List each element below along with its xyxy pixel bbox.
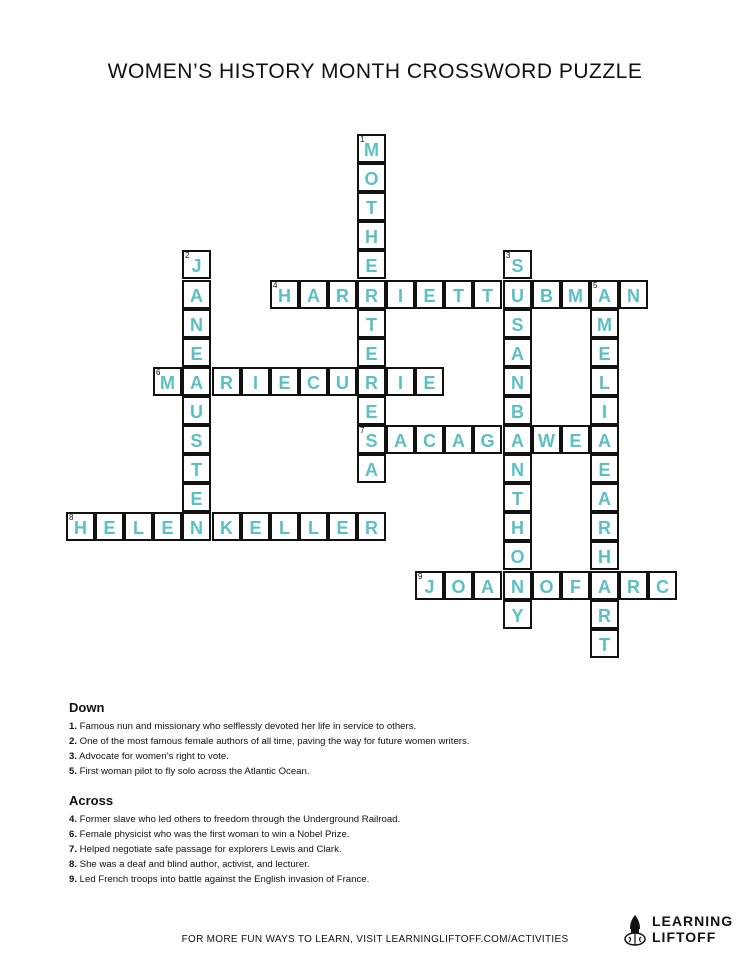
grid-cell[interactable] [357, 250, 386, 279]
cell-letter: O [451, 577, 466, 597]
cell-letter: R [365, 373, 378, 393]
cell-letter: U [336, 373, 349, 393]
clue-item-text: Famous nun and missionary who selflessly devoted her life in service to others. [77, 721, 417, 732]
cell-letter: R [365, 286, 378, 306]
grid-cell[interactable] [561, 425, 590, 454]
cell-letter: S [511, 256, 524, 276]
grid-cell[interactable] [357, 221, 386, 250]
logo-line-1: LEARNING [652, 913, 734, 929]
grid-cell[interactable] [357, 512, 386, 541]
down-clue-list [69, 719, 689, 779]
grid-cell[interactable] [444, 571, 473, 600]
cell-letter: L [308, 518, 319, 538]
grid-cell[interactable] [473, 425, 502, 454]
grid-cell[interactable] [328, 367, 357, 396]
clue-item-number: 9. [69, 874, 78, 885]
grid-cell[interactable] [503, 396, 532, 425]
grid-cell[interactable] [503, 250, 532, 279]
grid-cell[interactable] [415, 425, 444, 454]
cell-letter: B [511, 402, 524, 422]
cell-letter: M [568, 286, 583, 306]
cell-letter: O [364, 169, 379, 189]
cell-letter: E [569, 431, 582, 451]
grid-cell[interactable] [270, 512, 299, 541]
cell-letter: T [512, 489, 523, 509]
cell-letter: H [74, 518, 87, 538]
cell-letter: T [599, 635, 610, 655]
cell-letter: R [598, 606, 611, 626]
cell-letter: N [627, 286, 640, 306]
cell-letter: M [597, 315, 612, 335]
cell-letter: O [539, 577, 554, 597]
grid-cell[interactable] [357, 367, 386, 396]
clue-item [69, 872, 689, 887]
grid-cell[interactable] [212, 512, 241, 541]
cell-letter: E [336, 518, 349, 538]
grid-cell[interactable] [532, 280, 561, 309]
grid-cell[interactable] [357, 192, 386, 221]
clue-item-text: She was a deaf and blind author, activist, and lecturer. [77, 859, 310, 870]
cell-letter: A [481, 577, 494, 597]
cell-letter: S [365, 431, 378, 451]
rocket-brain-icon [622, 914, 648, 946]
grid-cell[interactable] [444, 280, 473, 309]
grid-cell[interactable] [386, 367, 415, 396]
clue-item [69, 827, 689, 842]
clue-item-number: 1. [69, 721, 78, 732]
clue-number: 1 [360, 135, 365, 144]
grid-cell[interactable] [590, 338, 619, 367]
cell-letter: N [511, 373, 524, 393]
grid-cell[interactable] [182, 512, 211, 541]
cell-letter: L [133, 518, 144, 538]
cell-letter: A [598, 431, 611, 451]
cell-letter: E [365, 402, 378, 422]
cell-letter: N [511, 577, 524, 597]
cell-letter: G [480, 431, 495, 451]
cell-letter: C [307, 373, 320, 393]
cell-letter: I [601, 402, 607, 422]
clue-number: 8 [69, 513, 74, 522]
clue-number: 5 [593, 281, 598, 290]
clue-item-text: One of the most famous female authors of all time, paving the way for future women writers. [77, 736, 470, 747]
cell-letter: H [365, 227, 378, 247]
grid-cell[interactable] [590, 367, 619, 396]
grid-cell[interactable] [503, 512, 532, 541]
grid-cell[interactable] [66, 512, 95, 541]
cell-letter: A [365, 460, 378, 480]
cell-letter: I [397, 373, 403, 393]
grid-cell[interactable] [532, 425, 561, 454]
cell-letter: I [252, 373, 258, 393]
grid-cell[interactable] [415, 571, 444, 600]
cell-letter: H [511, 518, 524, 538]
clue-number: 2 [185, 251, 190, 260]
cell-letter: M [160, 373, 175, 393]
cell-letter: C [656, 577, 669, 597]
clue-number: 3 [506, 251, 511, 260]
grid-cell[interactable] [299, 512, 328, 541]
grid-cell[interactable] [503, 309, 532, 338]
grid-cell[interactable] [503, 541, 532, 570]
grid-cell[interactable] [386, 280, 415, 309]
cell-letter: E [161, 518, 174, 538]
grid-cell[interactable] [241, 512, 270, 541]
cell-letter: E [423, 286, 436, 306]
cell-letter: W [538, 431, 555, 451]
cell-letter: R [220, 373, 233, 393]
cell-letter: E [365, 256, 378, 276]
clue-item-number: 5. [69, 766, 78, 777]
cell-letter: N [511, 460, 524, 480]
clue-number: 6 [156, 368, 161, 377]
cell-letter: E [598, 460, 611, 480]
clue-number: 9 [418, 572, 423, 581]
grid-cell[interactable] [503, 425, 532, 454]
clue-item [69, 734, 689, 749]
cell-letter: E [598, 344, 611, 364]
clue-number: 4 [273, 281, 278, 290]
cell-letter: T [366, 315, 377, 335]
clue-item [69, 842, 689, 857]
grid-cell[interactable] [590, 541, 619, 570]
cell-letter: A [598, 577, 611, 597]
across-heading: Across [69, 793, 114, 808]
grid-cell[interactable] [503, 454, 532, 483]
clue-item-number: 7. [69, 844, 78, 855]
down-heading: Down [69, 700, 105, 715]
cell-letter: A [307, 286, 320, 306]
grid-cell[interactable] [182, 454, 211, 483]
cell-letter: N [190, 518, 203, 538]
clue-item [69, 719, 689, 734]
grid-cell[interactable] [328, 280, 357, 309]
cell-letter: E [190, 489, 203, 509]
grid-cell[interactable] [415, 367, 444, 396]
cell-letter: F [570, 577, 581, 597]
grid-cell[interactable] [182, 367, 211, 396]
clue-item-number: 8. [69, 859, 78, 870]
grid-cell[interactable] [357, 134, 386, 163]
cell-letter: T [482, 286, 493, 306]
grid-cell[interactable] [473, 280, 502, 309]
cell-letter: S [190, 431, 203, 451]
cell-letter: R [365, 518, 378, 538]
clue-item [69, 764, 689, 779]
grid-cell[interactable] [415, 280, 444, 309]
grid-cell[interactable] [241, 367, 270, 396]
grid-cell[interactable] [328, 512, 357, 541]
cell-letter: E [423, 373, 436, 393]
cell-letter: H [278, 286, 291, 306]
clue-item-text: Led French troops into battle against the English invasion of France. [77, 874, 370, 885]
grid-cell[interactable] [357, 454, 386, 483]
cell-letter: L [599, 373, 610, 393]
cell-letter: A [452, 431, 465, 451]
cell-letter: E [190, 344, 203, 364]
grid-cell[interactable] [590, 483, 619, 512]
clue-item-text: Female physicist who was the first woman to win a Nobel Prize. [77, 829, 350, 840]
cell-letter: J [191, 256, 202, 276]
grid-cell[interactable] [503, 571, 532, 600]
grid-cell[interactable] [182, 280, 211, 309]
cell-letter: A [190, 373, 203, 393]
grid-cell[interactable] [444, 425, 473, 454]
grid-cell[interactable] [590, 512, 619, 541]
cell-letter: N [190, 315, 203, 335]
cell-letter: E [103, 518, 116, 538]
cell-letter: J [424, 577, 435, 597]
grid-cell[interactable] [503, 600, 532, 629]
cell-letter: I [397, 286, 403, 306]
cell-letter: A [598, 286, 611, 306]
cell-letter: E [365, 344, 378, 364]
clue-item-number: 4. [69, 814, 78, 825]
grid-cell[interactable] [590, 629, 619, 658]
grid-cell[interactable] [212, 367, 241, 396]
grid-cell[interactable] [590, 454, 619, 483]
grid-cell[interactable] [590, 600, 619, 629]
grid-cell[interactable] [357, 309, 386, 338]
clue-item [69, 749, 689, 764]
grid-cell[interactable] [357, 396, 386, 425]
clue-item-number: 3. [69, 751, 78, 762]
grid-cell[interactable] [357, 163, 386, 192]
cell-letter: T [191, 460, 202, 480]
grid-cell[interactable] [590, 309, 619, 338]
cell-letter: B [540, 286, 553, 306]
cell-letter: K [220, 518, 233, 538]
cell-letter: R [336, 286, 349, 306]
grid-cell[interactable] [590, 425, 619, 454]
cell-letter: A [394, 431, 407, 451]
clue-item-number: 6. [69, 829, 78, 840]
cell-letter: Y [511, 606, 524, 626]
logo-wordmark [652, 913, 733, 945]
learning-liftoff-logo [622, 912, 734, 948]
across-clues [69, 793, 689, 887]
cell-letter: E [278, 373, 291, 393]
grid-cell[interactable] [95, 512, 124, 541]
grid-cell[interactable] [590, 571, 619, 600]
clue-item-text: Former slave who led others to freedom through the Underground Railroad. [77, 814, 401, 825]
cell-letter: C [423, 431, 436, 451]
clue-item-text: Advocate for women’s right to vote. [77, 751, 229, 762]
grid-cell[interactable] [182, 396, 211, 425]
clue-item [69, 812, 689, 827]
grid-cell[interactable] [503, 280, 532, 309]
grid-cell[interactable] [299, 367, 328, 396]
cell-letter: R [598, 518, 611, 538]
clues-section [69, 700, 689, 887]
across-clue-list [69, 812, 689, 887]
grid-cell[interactable] [503, 367, 532, 396]
clue-item-number: 2. [69, 736, 78, 747]
grid-cell[interactable] [182, 309, 211, 338]
cell-letter: O [510, 547, 525, 567]
grid-cell[interactable] [503, 483, 532, 512]
grid-cell[interactable] [299, 280, 328, 309]
grid-cell[interactable] [270, 280, 299, 309]
cell-letter: L [279, 518, 290, 538]
grid-cell[interactable] [619, 280, 648, 309]
cell-letter: A [511, 344, 524, 364]
cell-letter: S [511, 315, 524, 335]
grid-cell[interactable] [386, 425, 415, 454]
grid-cell[interactable] [619, 571, 648, 600]
down-clues [69, 700, 689, 779]
cell-letter: T [453, 286, 464, 306]
clue-item-text: First woman pilot to fly solo across the Atlantic Ocean. [77, 766, 310, 777]
grid-cell[interactable] [182, 483, 211, 512]
clue-item-text: Helped negotiate safe passage for explorers Lewis and Clark. [77, 844, 342, 855]
cell-letter: U [511, 286, 524, 306]
footer-text: FOR MORE FUN WAYS TO LEARN, VISIT LEARNINGLIFTOFF.COM/ACTIVITIES [181, 934, 569, 945]
grid-cell[interactable] [124, 512, 153, 541]
cell-letter: A [598, 489, 611, 509]
grid-cell[interactable] [503, 338, 532, 367]
grid-cell[interactable] [182, 338, 211, 367]
clue-item [69, 857, 689, 872]
page-title: WOMEN’S HISTORY MONTH CROSSWORD PUZZLE [107, 60, 643, 83]
cell-letter: T [366, 198, 377, 218]
cell-letter: H [598, 547, 611, 567]
cell-letter: A [190, 286, 203, 306]
grid-cell[interactable] [357, 338, 386, 367]
grid-cell[interactable] [153, 512, 182, 541]
grid-cell[interactable] [182, 425, 211, 454]
clue-number: 7 [360, 426, 365, 435]
grid-cell[interactable] [357, 425, 386, 454]
cell-letter: U [190, 402, 203, 422]
cell-letter: R [627, 577, 640, 597]
grid-cell[interactable] [648, 571, 677, 600]
grid-cell[interactable] [182, 250, 211, 279]
cell-letter: A [511, 431, 524, 451]
grid-cell[interactable] [561, 280, 590, 309]
grid-cell[interactable] [590, 396, 619, 425]
grid-cell[interactable] [532, 571, 561, 600]
grid-cell[interactable] [270, 367, 299, 396]
grid-cell[interactable] [590, 280, 619, 309]
grid-cell[interactable] [473, 571, 502, 600]
cell-letter: M [364, 140, 379, 160]
grid-cell[interactable] [357, 280, 386, 309]
grid-cell[interactable] [561, 571, 590, 600]
logo-line-2: LIFTOFF [652, 929, 717, 945]
grid-cell[interactable] [153, 367, 182, 396]
cell-letter: E [249, 518, 262, 538]
